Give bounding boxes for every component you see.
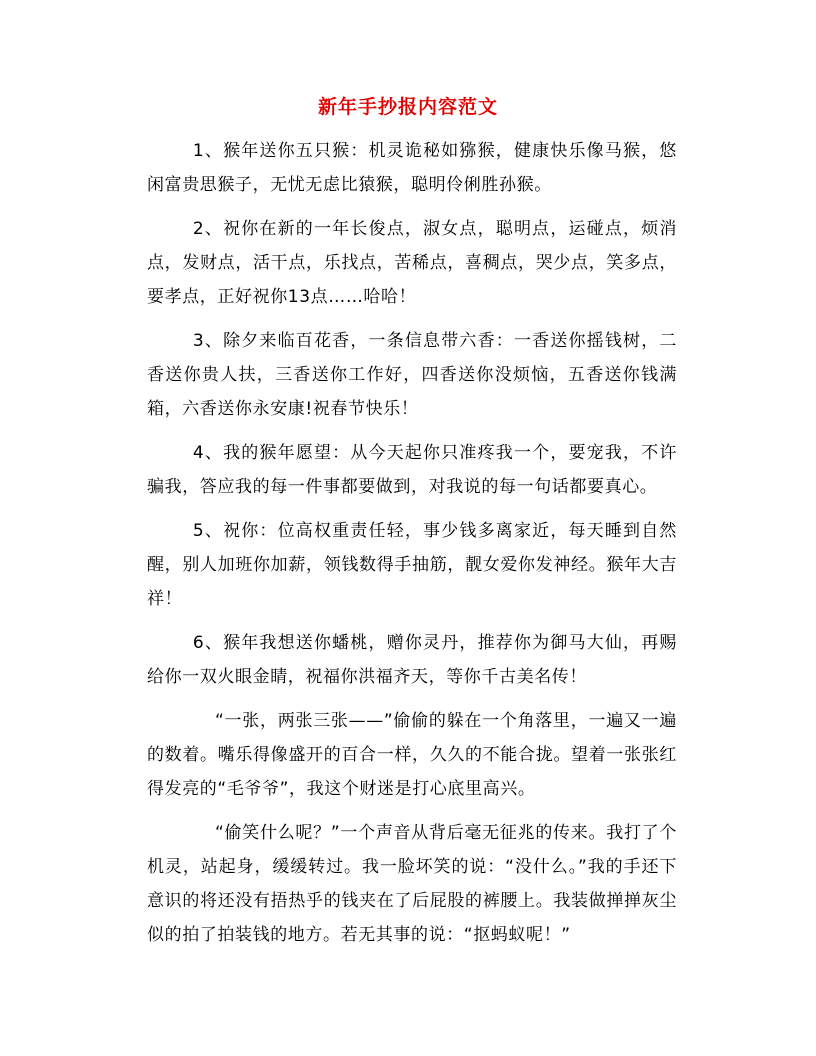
document-title: 新年手抄报内容范文 (317, 96, 498, 118)
paragraph-3: 3、除夕来临百花香，一条信息带六香：一香送你摇钱树，二香送你贵人扶，三香送你工作好，四香送你没烦恼，五香送你钱满箱，六香送你永安康!祝春节快乐！ (147, 331, 677, 419)
document-body (147, 134, 677, 962)
paragraph-6: 6、猴年我想送你蟠桃，赠你灵丹，推荐你为御马大仙，再赐给你一双火眼金睛，祝福你洪福齐天，等你千古美名传！ (147, 633, 677, 687)
paragraph-8: “偷笑什么呢？”一个声音从背后毫无征兆的传来。我打了个机灵，站起身，缓缓转过。我一脸坏笑的说：“没什么。”我的手还下意识的将还没有捂热乎的钱夹在了后屁股的裤腰上。我装做掸掸灰尘似的拍了拍装钱的地方。若无其事的说：“抠蚂蚁呢！” (147, 823, 677, 945)
paragraph-4: 4、我的猴年愿望：从今天起你只准疼我一个，要宠我，不许骗我，答应我的每一件事都要做到，对我说的每一句话都要真心。 (147, 443, 677, 497)
paragraph-2: 2、祝你在新的一年长俊点，淑女点，聪明点，运碰点，烦消点，发财点，活干点，乐找点，苦稀点，喜稠点，哭少点，笑多点，要孝点，正好祝你13点……哈哈！ (147, 219, 677, 307)
paragraph-5: 5、祝你：位高权重责任轻，事少钱多离家近，每天睡到自然醒，别人加班你加薪，领钱数得手抽筋，靓女爱你发神经。猴年大吉祥！ (147, 521, 677, 609)
paragraph-1: 1、猴年送你五只猴：机灵诡秘如猕猴，健康快乐像马猴，悠闲富贵思猴子，无忧无虑比猿猴，聪明伶俐胜孙猴。 (147, 141, 677, 195)
paragraph-7: “一张，两张三张——”偷偷的躲在一个角落里，一遍又一遍的数着。嘴乐得像盛开的百合一样，久久的不能合拢。望着一张张红得发亮的“毛爷爷”，我这个财迷是打心底里高兴。 (147, 711, 677, 799)
